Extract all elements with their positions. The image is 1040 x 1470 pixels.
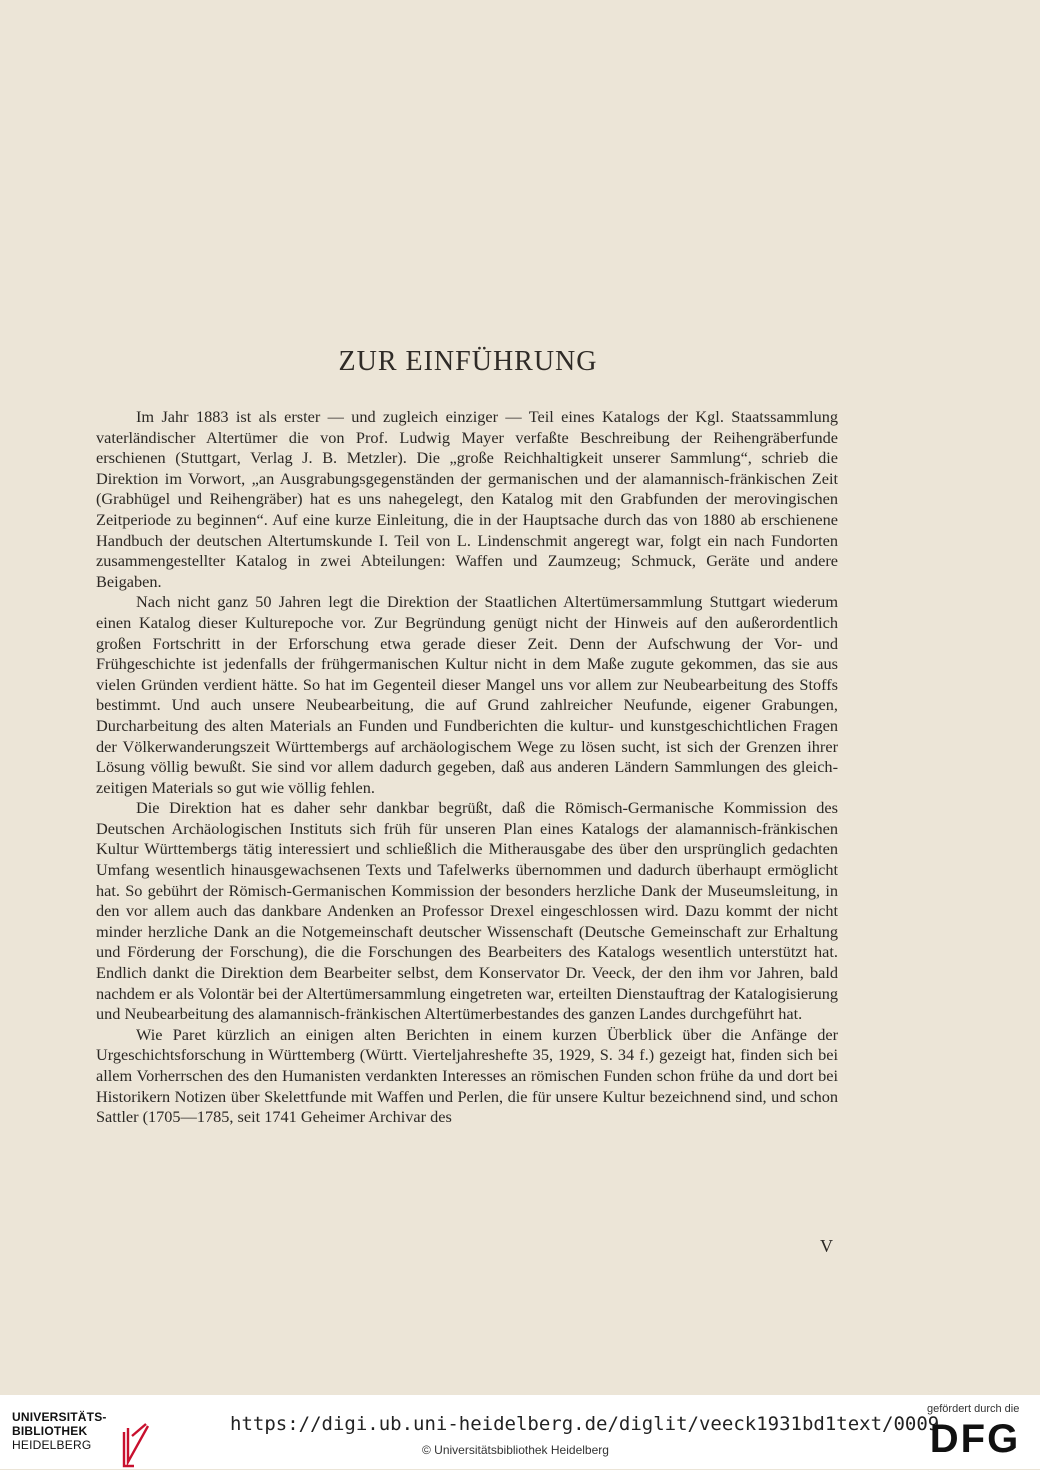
body-text — [96, 407, 838, 1128]
copyright-text: © Universitätsbibliothek Heidelberg — [422, 1443, 609, 1457]
chapter-title: ZUR EINFÜHRUNG — [338, 346, 598, 377]
paragraph-2: Nach nicht ganz 50 Jahren legt die Direktion der Staatlichen Altertümersammlung Stuttgart wiederum einen Katalog dieser Kulturepoche vor. Zur Begründung genügt nicht der Hinweis auf den außerordentlich großen Fortschritt in der Erforschung etwa gerade dieser Zeit. Denn der Aufschwung der Vor- und Frühgeschichte ist jedenfalls der frühgermanischen Kultur nicht in dem Maße zugute gekommen, das sie aus vielen Gründen verdient hätte. So hat im Gegenteil dieser Mangel uns vor allem zur Neubearbeitung des Stoffs bestimmt. Und auch unsere Neubearbeitung, die auf Grund zahlreicher Neufunde, eigener Grabungen, Durcharbeitung des alten Materials an Funden und Fundberichten die kultur- und kunstgeschichtlichen Fragen der Völkerwanderungszeit Württembergs auf archäologischem Wege zu lösen sucht, ist sich der Grenzen ihrer Lösung völlig bewußt. Sie sind vor allem dadurch gegeben, daß aus anderen Ländern Sammlungen des gleichzeitigen Materials so gut wie völlig fehlen. — [96, 592, 838, 797]
library-logo-icon — [118, 1422, 152, 1470]
funder-label: gefördert durch die — [927, 1403, 1020, 1415]
library-logo[interactable] — [12, 1410, 107, 1452]
permalink-url[interactable]: https://digi.ub.uni-heidelberg.de/diglit/veeck1931bd1text/0009 — [230, 1413, 940, 1435]
dfg-logo-text: DFG — [929, 1419, 1021, 1455]
paragraph-3: Die Direktion hat es daher sehr dankbar begrüßt, daß die Römisch-Germanische Kommission des Deutschen Archäologischen Instituts sich früh für unseren Plan eines Katalogs der alamannisch-fränkischen Kultur Württembergs tätig interessiert und schließlich die Mitherausgabe des über den ursprünglich gedachten Umfang wesentlich hinausgewachsenen Texts und Tafelwerks übernommen und dadurch überhaupt ermöglicht hat. So gebührt der Römisch-Germanischen Kommission der besonders herzliche Dank der Museumsleitung, in den vor allem auch das dankbare Andenken an Professor Drexel eingeschlossen wird. Dazu kommt der nicht minder herzliche Dank an die Notgemeinschaft deutscher Wissenschaft (Deutsche Gemeinschaft zur Erhaltung und Förderung der Forschung), die die Forschungen des Bearbeiters des Katalogs wesentlich unterstützt hat. Endlich dankt die Direktion dem Bearbeiter selbst, dem Konservator Dr. Veeck, der den ihm vor Jahren, bald nachdem er als Volontär bei der Altertümersammlung eingetreten war, erteilten Dienstauftrag der Katalogisierung und Neubearbeitung des alamannisch-fränkischen Altertümerbestandes des ganzen Landes durchgeführt hat. — [96, 798, 838, 1024]
library-name-line2: BIBLIOTHEK — [12, 1424, 88, 1438]
footer-bar — [0, 1395, 1040, 1469]
library-name-line3: HEIDELBERG — [12, 1438, 92, 1452]
dfg-logo[interactable] — [925, 1419, 1025, 1455]
paragraph-1: Im Jahr 1883 ist als erster — und zugleich einziger — Teil eines Katalogs der Kgl. Staatssammlung vaterländischer Altertümer die von Prof. Ludwig Mayer verfaßte Beschreibung der Reihengräberfunde erschienen (Stuttgart, Verlag J. B. Metzler). Die „große Reichhaltigkeit unserer Sammlung“, schrieb die Direktion im Vorwort, „an Ausgrabungsgegenständen der germanischen und der alamannisch-fränkischen Zeit (Grabhügel und Reihengräber) hat es uns nahegelegt, den Katalog mit den Grabfunden der merovingischen Zeitperiode zu beginnen“. Auf eine kurze Einleitung, die in der Hauptsache durch das von 1880 ab erschienene Handbuch der deutschen Altertumskunde I. Teil von L. Lindenschmit angeregt war, folgt ein nach Fundorten zusammengestellter Katalog in zwei Abteilungen: Waffen und Zaumzeug; Schmuck, Geräte und andere Beigaben. — [96, 407, 838, 591]
page-number: V — [820, 1236, 833, 1256]
library-name-line1: UNIVERSITÄTS- — [12, 1410, 107, 1424]
paragraph-4: Wie Paret kürzlich an einigen alten Berichten in einem kurzen Überblick über die Anfänge der Urgeschichtsforschung in Württemberg (Württ. Vierteljahreshefte 35, 1929, S. 34 f.) gezeigt hat, finden sich bei allem Vorherrschen des den Humanisten verdankten Interesses an römischen Funden schon frühe da und dort bei Historikern Notizen über Skelettfunde mit Waffen und Perlen, die für unsere Kultur bezeichnend sind, und schon Sattler (1705—1785, seit 1741 Geheimer Archivar des — [96, 1024, 838, 1127]
